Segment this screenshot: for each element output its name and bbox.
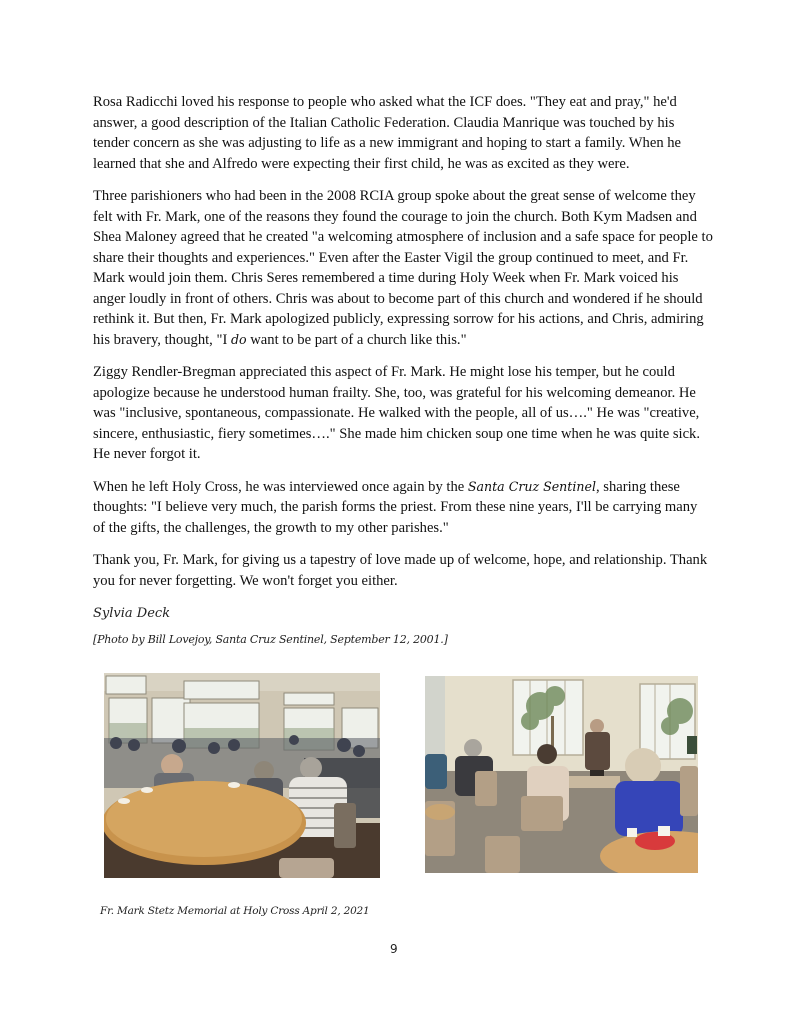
paragraph-rcia-text-before: Three parishioners who had been in the 2008 RCIA group spoke about the great sense of welcome they felt with Fr. Mark, one of the reasons they found the courage to join the church. Both Kym Madsen and Shea Maloney agreed that he created "a welcoming atmosphere of inclusion and a safe space for people to share their thoughts and experiences." Even after the Easter Vigil the group continued to meet, and Fr. Mark would join them. Chris Seres remembered a time during Holy Week when Fr. Mark voiced his anger loudly in front of others. Chris was about to become part of this church and wondered if he should rethink it. But then, Fr. Mark apologized publicly, expressing sorrow for his actions, and Chris, admiring his bravery, thought, "I [93,188,713,348]
page-number: 9 [390,942,398,956]
paragraph-sentinel-text-after: , sharing these thoughts: "I believe very much, the parish forms the priest. From these nine years, I'll be carrying many of the gifts, the challenges, the growth to my other parishes." [93,478,698,536]
paragraph-thanks: Thank you, Fr. Mark, for giving us a tapestry of love made up of welcome, hope, and relationship. Thank you for never forgetting. We won't forget you either. [93,552,708,589]
paragraph-icf: Rosa Radicchi loved his response to people who asked what the ICF does. "They eat and pray," he'd answer, a good description of the Italian Catholic Federation. Claudia Manrique was touched by his tender concern as she was adjusting to life as a new immigrant and hoping to start a family. When he learned that she and Alfredo were expecting their first child, he was as excited as they were. [93,94,682,172]
photo-credit: [Photo by Bill Lovejoy, Santa Cruz Sentinel, September 12, 2001.] [93,633,448,646]
emphasis-do: do [230,331,247,347]
paragraph-ziggy: Ziggy Rendler-Bregman appreciated this aspect of Fr. Mark. He might lose his temper, but he could apologize because he understood human frailty. She, too, was grateful for his welcoming demeanor. He was "inclusive, spontaneous, compassionate. He walked with the people, all of us…." He was "creative, sincere, enthusiastic, fiery sometimes…." She made him chicken soup one time when he was quite sick. He never forgot it. [93,364,700,462]
paragraph-sentinel [93,477,713,539]
photo-caption: Fr. Mark Stetz Memorial at Holy Cross April 2, 2021 [100,905,370,917]
paragraph-sentinel-text-before: When he left Holy Cross, he was interviewed once again by the [93,478,468,495]
memorial-photo-1-image [104,673,380,878]
memorial-photo-2-image [425,676,698,873]
newspaper-title: Santa Cruz Sentinel [467,478,596,494]
memorial-photo-2 [425,676,698,873]
author-signature: Sylvia Deck [93,606,171,621]
paragraph-rcia [93,186,713,350]
article-body [93,92,713,603]
paragraph-rcia-text-after: want to be part of a church like this." [246,331,467,348]
memorial-photo-1 [104,673,380,878]
